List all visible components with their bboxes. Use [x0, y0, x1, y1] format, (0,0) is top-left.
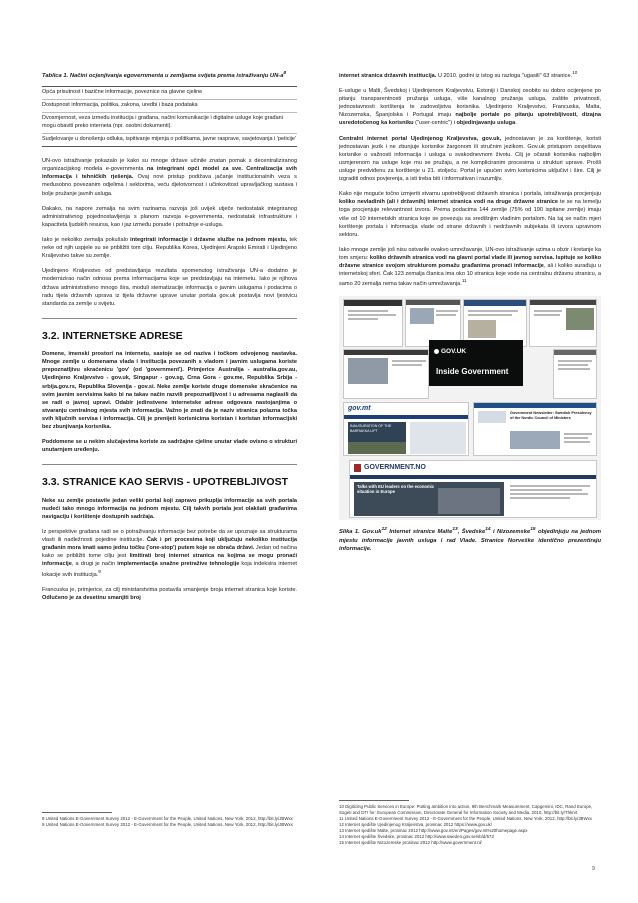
portal-screenshots-figure	[339, 296, 601, 520]
paragraph: Iako je nekoliko zemalja pokušalo integrirati informacije i državne službe na jednom mjestu, tek neke od njih uspjele su se približiti tom cilju. Republika Korea, Ujedinjeni Arapski Emirati i Ujedinjeno Kraljevstvo takve su zemlje.	[42, 237, 297, 260]
footnote: 10 Digitizing Public Services in Europe: Putting ambition into action, 9th Benchmark Measurement, Capgemini, IDC, Rand Europe, Sogeti and DTI for: European Commission, Directorate General for Information Society and Media, 2010, http://bit.ly/Thkrvt	[339, 804, 593, 815]
footnote: 13 Internet sjedište Malte, prosinac 2012 http://www.gov.mt/en/Pages/gov.mt%20homepage.aspx	[339, 827, 528, 833]
footnote-rule	[42, 812, 112, 813]
thumbnail-screenshot	[343, 349, 429, 399]
table-row: Dostupnost informacija, politika, zakona, uredbi i baza podataka	[42, 100, 297, 113]
left-column	[42, 70, 297, 609]
footnotes-left	[42, 812, 297, 828]
footnote: 11 United Nations E-Government Survey 2012 - E-Government for the People, United Nations, New York, 2012, http://bit.ly/JBWxx	[339, 815, 592, 821]
section-divider	[42, 464, 297, 465]
table-row: Opća prisutnost i bazične informacije, poveznice na glavne cjeline	[42, 87, 297, 100]
crown-icon	[434, 349, 439, 354]
table-row: Sudjelovanje u donošenju odluka, ispitivanje mijenja o politikama, javne rasprave, savjetovanja i 'peticije'	[42, 136, 297, 143]
paragraph: Ujedinjeno Kraljevstvo od predstavljanja rezultata spomenutog istraživanja UN-a dodatno je modernizirao način odnosa prema informacijama koje se predstavljaju na internetu. Iako je njihova država administrativno mnogo šira, moduli stematizacije informacija o javnim uslugama i podacima o radu tijela državnih uprava iz tijela državne uprave unutar portala gov.uk postavlja novi ljestvicu standarda za zemlje u svijetu.	[42, 268, 297, 307]
gov-se-heading: Government Newsletter: Swedish Presidency of the Nordic Council of Ministers	[510, 411, 592, 420]
footnote: 8 United Nations E-Government Survey 2012 - E-Government for the People, United Nations, New York, 2012, http://bit.ly/JBWxx	[42, 816, 293, 821]
footnote: 12 Internet sjedište Ujedinjenog Kraljevstva, prosinac 2012 https://www.gov.uk/	[339, 821, 492, 827]
thumbnail-screenshot	[343, 299, 403, 347]
paragraph: internet stranica državnih institucija. U 2010. godini iz istog su razloga "ugasili" 63 stranice.$^{10}$	[339, 70, 578, 79]
figure-caption: Slika 1. $Gov.uk^{12}$ Internet stranice Malte$^{13}$, Švedske$^{14}$ i Nizozemske$^{15}$ objedinjuju na jednom mjestu informacije javnih usluga i rad Vlade. Stranice Norveške identično prezentiraju informacije.	[339, 527, 602, 552]
footnote: 9 United Nations E-Government Survey 2012 - E-Government for the People, United Nations, New York, 2012, http://bit.ly/JBWxx	[42, 821, 293, 827]
gov-mt-photo: INAUGURATION OF THE BARRAKKA LIFT	[348, 422, 406, 454]
paragraph: Iako mnoge zemlje još nisu ostvarile ovakvo umrežavanje, UN-ovo istraživanje uzima u obzir i kretanje ka tom smjeru: koliko državnih stranica vodi na glavni portal vlade ili javnog servisa. Ispituje se koliko državne stranice svojom strukturom pomažu građanima pronaći informacije, ali i koliko surađuju u internetskoj sferi. Čak 123 zemalja članica ima oko 10 stranica koje vode na centralnu državnu stranicu, a samo 20 zemalja nema takav način umrežavanja.$^{11}$	[339, 246, 601, 288]
paragraph: E-usluge u Malti, Švedskoj i Ujedinjenom Kraljevstvu, Estoniji i Danskoj osobito su dobro ocijenjene po pitanju transparentnosti pružanja usluga, više kanalnog pružanja usluga, zaštite privatnosti, jednostavnosti korištenja te zadovoljstva korisnika. Ujedinjeno Kraljevstvo, Francuska, Malta, Nizozemska, Španjolska i Portugal imaju najbolje portale po pitanju upotrebljivosti, dizajna usredotočenog ka korisniku ("user-centric") i objedinjavanju usluga.	[339, 87, 601, 127]
paragraph: Kako nije moguće točno izmjeriti stvarnu upotrebljivost državnih stranica i portala, istraživanja procjenjuju koliko nevladinih (ali i državnih) internet stranica vodi na druge državne stranice te se na temelju toga procjenjuje relevantnost izvora. Prema podacima 144 zemlje (75% od 190 ispitane zemlje) imaju više od 10 internetskih stranica koje se povezuju sa središnjim vladinim portalom. Na taj se način mjeri korištenje portala i informacija vlade od strane državnih i nedržavnih subjekata ili izvora upravnom sektoru.	[339, 191, 601, 238]
thumbnail-screenshot	[529, 299, 597, 347]
paragraph: Centralni internet portal Ujedinjenog Kraljevstva, gov.uk, jednostavan je za korištenje, koristi jednostavan jezik i ne zbunjuje korisnike žargonom ili stručnim jezikom. Gov.uk pristupom osvještava korisnike o važnosti informacija i usluga u svakodnevnom životu. Cilj je očarati korisnika najboljim usmjerenom na usluge koje mu se pružaju, a ne kompliciranim procesima u strukturi uprave. Prošli usluge predviđenu za korištenje u 21. stoljeću. Portal je upućen svim korisnicima uključivi i šire. Cilj je izgraditi odnos povjerenja, a isti treba biti i informativan i razumljiv.	[339, 135, 601, 183]
govuk-subtitle: Inside Government	[436, 367, 509, 377]
footnote-rule	[339, 800, 409, 801]
paragraph: UN-ovo istraživanje pokazalo je kako su mnoge države učinile znatan pomak s decentraliziranog organizacijskog modela e-governmenta na integrirani opći model za sve. Centralizacija svih informacija i tehničkih rješenja. Ovaj novi pristup podižava jačanje institucionalnih veza s međusobno povezanim odjelima i sektorima, veću djelotvornost i učinkovitost upravljačkog sustava i bolje pružanje javnih usluga.	[42, 158, 297, 197]
gov-se-screenshot	[473, 402, 597, 456]
thumbnail-screenshot	[553, 349, 597, 399]
paragraph: Iz perspektive građana radi se o potraživanju informacije bez potrebe da se upoznaje sa strukturama vlasti ili nadležnosti pojedine institucije. Čak i pri procesima koji uključuju nekoliko institucija građanin mora imati samo jednu točku ('one-stop') putem koje se obrača državi. Jedan od načina kako se približiti tome cilju jest limitirati broj internet stranica na kojima se mogu pronaći informacije, a drugi je način implementacija snažne pretražive tehnologije koja indeksira internet lokacije svih institucija.$^9$	[42, 528, 297, 578]
paragraph: Poddomene se u nekim slučajevima koriste za sadržajne cjeline unutar vlade ovisno o strukturi unutarnjem uređenju.	[42, 439, 297, 454]
section-heading: 3.2. INTERNETSKE ADRESE	[42, 329, 183, 342]
gov-mt-logo: gov.mt	[348, 405, 371, 413]
gov-no-photo: Talks with EU leaders on the economic situation in Europe	[354, 482, 504, 516]
right-column	[339, 70, 601, 553]
govuk-screenshot	[429, 340, 523, 386]
footnotes-right	[339, 800, 601, 846]
govuk-logo: GOV.UK	[441, 348, 467, 356]
gov-no-screenshot	[349, 460, 597, 518]
paragraph: Dakako, na napore zemalja na svim razinama razvoja još uvijek utječe nedostatak integriranog administrativnog pojednostavljenja s planom razvoja e-governmenta, nedostatak infrastrukture i kapaciteta ljudskih resursa, kao i jaz između ponude i potražnje e-usluga.	[42, 205, 297, 228]
assessment-table	[42, 86, 297, 147]
footnote: 15 Internet sjedište Nizozemske prosinac 2012 http://www.government.nl/	[339, 839, 482, 845]
footnote: 14 Internet sjedište Švedske, prosinac 2012 http://www.sweden.gov.se/sb/d/572	[339, 833, 494, 839]
crest-icon	[354, 464, 361, 472]
paragraph: Neke su zemlje postavile jedan veliki portal koji zapravo prikuplja informacije sa svih portala nudeći tako mnogo informacija na jednom mjestu. Cilj takvih portala jest olakšati građanima navigaciju i korištenje dostupnih sadržaja.	[42, 497, 297, 520]
section-heading: 3.3. STRANICE KAO SERVIS - UPOTREBLJIVOST	[42, 476, 289, 489]
paragraph: Francuska je, primjerice, za cilj ministarstvima postavila smanjenje broja internet stranica koje koriste. Odlučeno je za desetinu smanjiti broj	[42, 586, 297, 601]
table-caption: Tablica 1. Načini ocjenjivanja egovernmenta u zemljama svijeta prema istraživanju $UN-a^8$	[42, 71, 287, 79]
table-row: Dvosmjernost, veza između institucija i građana, načini komunikacije i digitalne usluge koje građani mogu obaviti preko interneta (npr. osobni dokumenti).	[42, 113, 297, 134]
page-number: 9	[592, 866, 596, 872]
section-divider	[42, 318, 297, 319]
gov-mt-screenshot	[343, 402, 469, 456]
paragraph: Domene, imenski prostori na internetu, sastoje se od naziva i točkom odvojenog nastavka. Mnoge zemlje u domenama vlada i institucija povezanih s vladom i javnim uslugama koriste prepoznatljivu skraćenicu 'gov' (od 'government'). Primjerice Australija - australia.gov.au, Ujedinjeno Kraljevstvo - gov.uk, Singapur - gov.sg, Crna Gora - gov.me, Republika Srbija - srbija.gov.rs, Republika Slovenija - gov.si. Neke zemlje koriste druge domenske skraćenice na svim javnim servisima kako bi na takav način razvili prepoznatljivost i u adresama naglasili da se radi o javnoj upravi. Odabir jedinstvene internetske adrese odgovara nastojanjima o stvaranju centralnog mjesta svih informacija. Važno je znati da je naziv stranica polazna točka svih ključnih servisa i informacija. Cilj je prenijeti korisnicima koristan i koristan informacijski bez zbunjivanja korisnika.	[42, 351, 297, 431]
gov-no-logo: GOVERNMENT.NO	[364, 464, 426, 472]
